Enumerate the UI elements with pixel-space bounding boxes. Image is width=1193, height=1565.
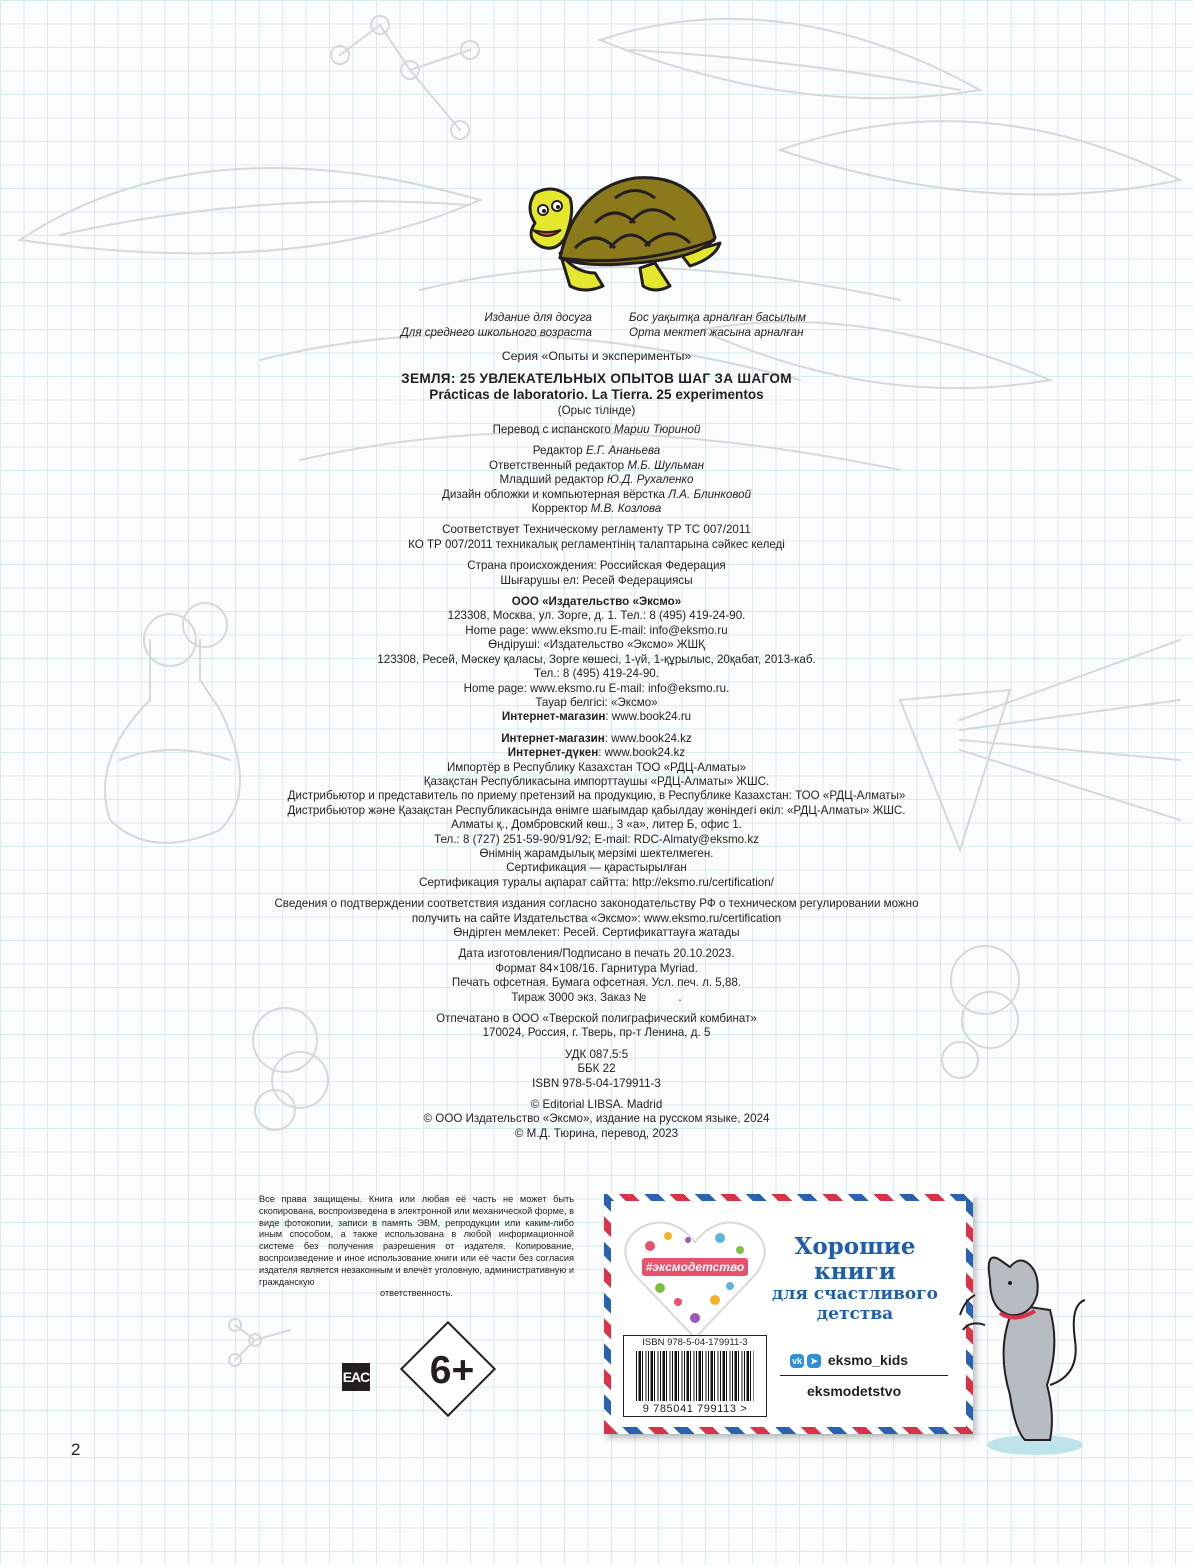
publisher-line: Тел.: 8 (495) 419-24-90.	[534, 667, 659, 681]
kz-line: Дистрибьютор және Қазақстан Республикасында өнімге шағымдар қабылдау жөніндегі өкіл: «РДЦ-Алматы» ЖШС.	[287, 803, 906, 817]
printer-line: Отпечатано в ООО «Тверской полиграфический комбинат»	[436, 1012, 757, 1026]
kz-line: Импортёр в Республику Казахстан ТОО «РДЦ-Алматы»	[446, 760, 747, 774]
age-rating-label: 6+	[429, 1349, 475, 1392]
credit-line	[0, 473, 1193, 487]
kz-line: Алматы қ., Домбровский көш., 3 «а», литер Б, офис 1.	[451, 818, 742, 832]
kz-line: Сертификация — қарастырылған	[506, 861, 687, 875]
barcode-isbn: ISBN 978-5-04-179911-3	[642, 1337, 748, 1348]
rights-text: Все права защищены. Книга или любая её часть не может быть скопирована, воспроизведена в электронной или механической форме, в виде фотокопии, записи в память ЭВМ, репродукции или каким-либо иным способом, а также использована в любой информационной системе без получения разрешения от издателя. Копирование, воспроизведение и иное использование книги или её части без согласия издателя является незаконным и влечёт уголовную, административную и гражданскую	[259, 1194, 574, 1287]
series: Серия «Опыты и эксперименты»	[501, 349, 692, 363]
social-handle-1	[790, 1352, 908, 1368]
turtle-illustration	[515, 168, 730, 298]
postcard-title	[760, 1234, 950, 1324]
kz-line: Тел.: 8 (727) 251-59-90/91/92; E-mail: RDC-Almaty@eksmo.kz	[434, 832, 759, 846]
shop-label: Интернет-магазин	[501, 710, 606, 724]
header-right-line: Бос уақытқа арналған басылым	[629, 311, 806, 324]
print-info-line: Печать офсетная. Бумага офсетная. Усл. печ. л. 5,88.	[451, 976, 742, 990]
header-left-line: Для среднего школьного возраста	[400, 325, 592, 339]
publisher-line: Тауар белгісі: «Эксмо»	[535, 695, 658, 709]
translation-line	[0, 423, 1193, 437]
credit-name: М.Б. Шульман	[627, 458, 704, 472]
credit-label: Редактор	[532, 444, 583, 458]
heart-text: #эксмодетство	[645, 1260, 745, 1274]
title-ru: ЗЕМЛЯ: 25 УВЛЕКАТЕЛЬНЫХ ОПЫТОВ ШАГ ЗА ШАГОМ	[401, 371, 792, 386]
compliance-line: Соответствует Техническому регламенту ТР ТС 007/2011	[442, 523, 751, 537]
shop-url: : www.book24.kz	[604, 731, 692, 745]
printer-line: 170024, Россия, г. Тверь, пр-т Ленина, д. 5	[482, 1026, 711, 1040]
eac-mark-icon: EAC	[342, 1363, 370, 1391]
publisher-line: Өндіруші: «Издательство «Эксмо» ЖШҚ	[488, 638, 705, 652]
translator-name: Марии Тюриной	[614, 423, 701, 436]
credit-name: Л.А. Блинковой	[668, 487, 752, 501]
social-handle-2: eksmodetstvo	[807, 1383, 902, 1399]
credit-label: Младший редактор	[499, 473, 604, 487]
postcard-subtitle-line: детства	[816, 1304, 894, 1324]
code-line: ББК 22	[577, 1062, 616, 1076]
credit-name: Е.Г. Ананьева	[585, 444, 661, 458]
shop-kz-line	[0, 732, 1193, 746]
barcode-bars-icon	[636, 1351, 754, 1401]
publisher-line: 123308, Москва, ул. Зорге, д. 1. Тел.: 8 (495) 419-24-90.	[447, 609, 746, 623]
social-handle-text: eksmo_kids	[827, 1352, 909, 1368]
credit-name: Ю.Д. Рухаленко	[607, 473, 694, 487]
shop-ru-line	[0, 710, 1193, 724]
kz-line: Қазақстан Республикасына импорттаушы «РДЦ-Алматы» ЖШС.	[423, 774, 770, 788]
page-number: 2	[71, 1440, 81, 1459]
origin-line: Шығарушы ел: Ресей Федерациясы	[500, 573, 693, 587]
publisher-line: Home page: www.eksmo.ru E-mail: info@eksmo.ru	[465, 623, 728, 637]
shop-label: Интернет-дүкен	[507, 746, 599, 760]
code-line: УДК 087.5:5	[564, 1047, 629, 1061]
print-info-line: Тираж 3000 экз. Заказ № .	[511, 990, 682, 1004]
barcode-digits: 9 785041 799113 >	[624, 1403, 766, 1415]
postcard-title-line: книги	[814, 1258, 896, 1285]
vk-icon: vk	[791, 1356, 802, 1367]
shop-label: Интернет-магазин	[501, 731, 605, 745]
header-right-line: Орта мектеп жасына арналған	[629, 325, 804, 339]
heart-badge-icon	[620, 1216, 770, 1344]
cat-illustration	[955, 1245, 1105, 1460]
publisher-line: 123308, Ресей, Мәскеу қаласы, Зорге көшесі, 1-үй, 1-құрылыс, 20қабат, 2013-каб.	[377, 652, 816, 666]
certification-line: Сведения о подтверждении соответствия издания согласно законодательству РФ о техническом регулировании можно	[274, 897, 919, 911]
credit-label: Дизайн обложки и компьютерная вёрстка	[441, 487, 665, 501]
credit-line	[0, 459, 1193, 473]
shop-dukan-line	[0, 746, 1193, 760]
copyright-line: © М.Д. Тюрина, перевод, 2023	[514, 1126, 679, 1140]
credit-line	[0, 444, 1193, 458]
translation-label: Перевод с испанского	[492, 423, 611, 436]
kz-line: Сертификация туралы ақпарат сайтта: http://eksmo.ru/certification/	[419, 875, 774, 889]
publisher-name: ООО «Издательство «Эксмо»	[511, 595, 682, 609]
kz-line: Өнімнің жарамдылық мерзімі шектелмеген.	[479, 846, 714, 860]
postcard-title-line: Хорошие	[794, 1233, 916, 1260]
credit-label: Ответственный редактор	[488, 458, 625, 472]
header-left-line: Издание для досуга	[484, 311, 592, 324]
code-line: ISBN 978-5-04-179911-3	[532, 1076, 661, 1090]
copyright-line: © ООО Издательство «Эксмо», издание на русском языке, 2024	[423, 1112, 770, 1126]
postcard-divider	[780, 1375, 948, 1376]
origin-line: Страна происхождения: Российская Федерация	[467, 559, 726, 573]
compliance-line: КО ТР 007/2011 техникалық регламентінің талаптарына сәйкес келеді	[408, 537, 785, 551]
rights-text-end: ответственность.	[380, 1288, 453, 1299]
certification-line: Өндірген мемлекет: Ресей. Сертификаттауға жатады	[453, 926, 740, 939]
publisher-line: Home page: www.eksmo.ru E-mail: info@eksmo.ru.	[463, 681, 730, 695]
telegram-icon: ➤	[807, 1354, 821, 1368]
title-es: Prácticas de laboratorio. La Tierra. 25 experimentos	[429, 387, 764, 402]
barcode	[623, 1335, 767, 1417]
copyright-line: © Editorial LIBSA. Madrid	[530, 1098, 663, 1112]
credit-name: М.В. Козлова	[590, 502, 662, 516]
certification-line: получить на сайте Издательства «Эксмо»: www.eksmo.ru/certification	[411, 911, 782, 925]
print-info-line: Дата изготовления/Подписано в печать 20.10.2023.	[458, 947, 735, 961]
shop-url: : www.book24.kz	[598, 746, 686, 760]
rights-notice	[259, 1194, 574, 1300]
credit-line	[0, 488, 1193, 502]
credit-line	[0, 502, 1193, 516]
print-info-line: Формат 84×108/16. Гарнитура Myriad.	[495, 961, 698, 975]
language-note: (Орыс тілінде)	[557, 404, 636, 417]
postcard-subtitle-line: для счастливого	[772, 1284, 938, 1304]
imprint	[0, 348, 1193, 1141]
shop-url: : www.book24.ru	[605, 710, 692, 724]
kz-line: Дистрибьютор и представитель по приему претензий на продукцию, в Республике Казахстан: ТОО «РДЦ-Алматы»	[287, 789, 906, 803]
credit-label: Корректор	[531, 502, 588, 516]
